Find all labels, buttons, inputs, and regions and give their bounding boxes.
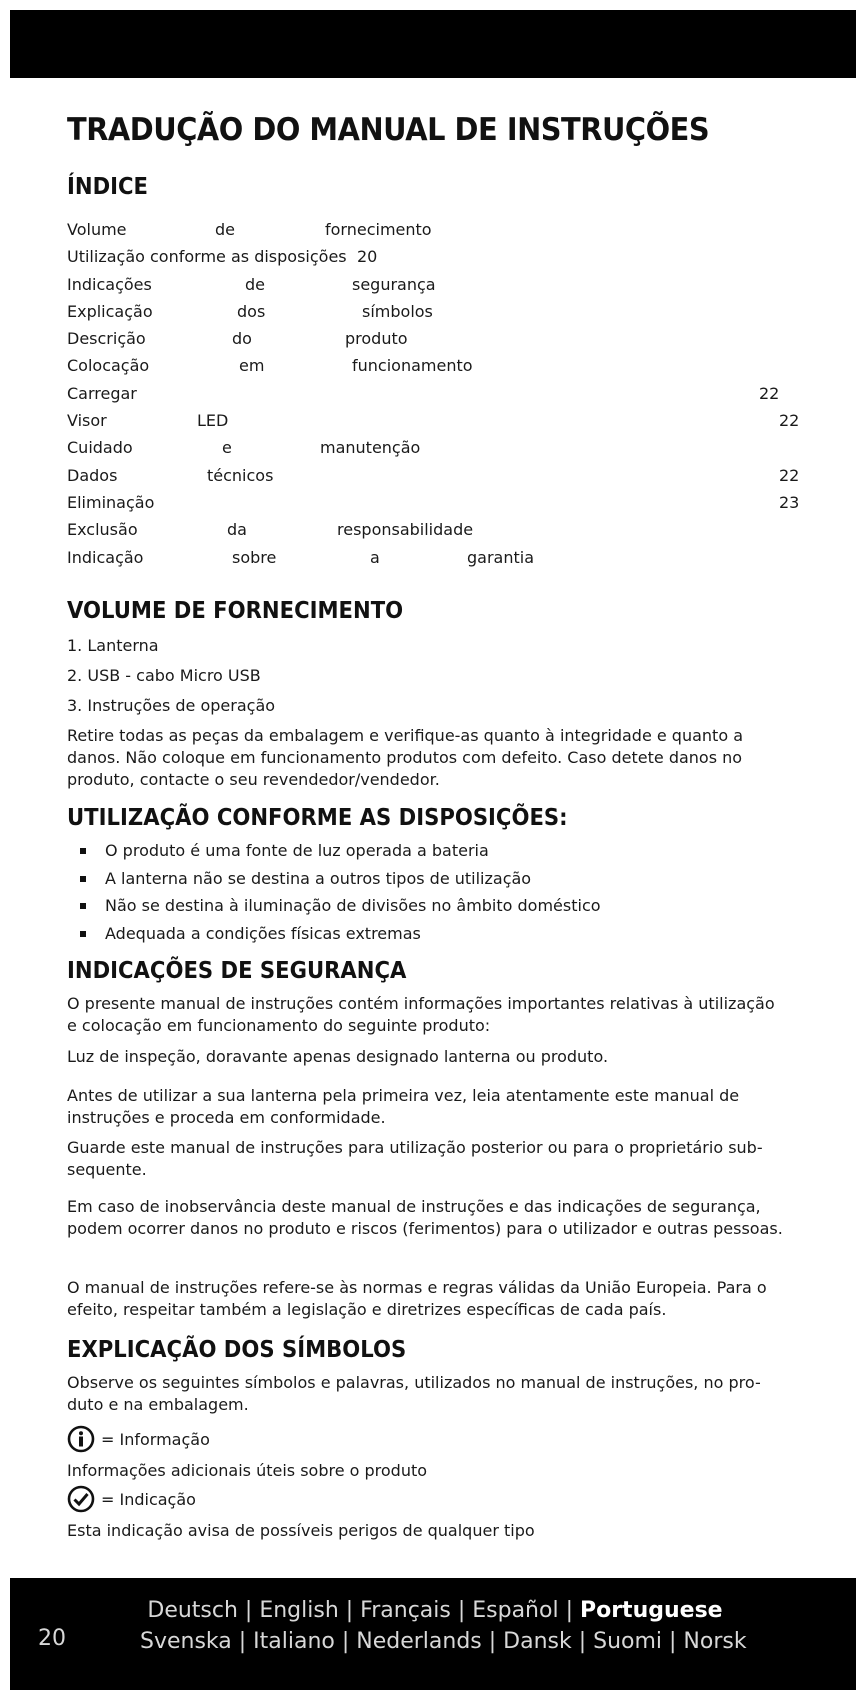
safety-heading: INDICAÇÕES DE SEGURANÇA xyxy=(67,958,407,984)
toc-row[interactable] xyxy=(67,544,802,571)
toc-entry-text: a xyxy=(370,547,380,567)
index-heading: ÍNDICE xyxy=(67,174,149,200)
toc-row[interactable] xyxy=(67,216,802,243)
toc-row[interactable] xyxy=(67,380,802,407)
toc-entry-text: Utilização conforme as disposições xyxy=(67,247,347,267)
toc-entry-text: Exclusão xyxy=(67,520,138,540)
list-item: A lanterna não se destina a outros tipos de utilização xyxy=(67,865,787,893)
symbols-intro: Observe os seguintes símbolos e palavras, utilizados no manual de instruções, no pro-duto e na embalagem. xyxy=(67,1373,761,1414)
toc-row[interactable] xyxy=(67,516,802,543)
list-item: 1. Lanterna xyxy=(67,636,159,655)
footer-bar xyxy=(10,1578,856,1690)
warning-symbol-row xyxy=(67,1485,196,1513)
toc-row[interactable] xyxy=(67,489,802,516)
safety-paragraph: Antes de utilizar a sua lanterna pela primeira vez, leia atentamente este manual de instruções e proceda em conformidade. xyxy=(67,1086,740,1127)
toc-entry-text: técnicos xyxy=(207,465,274,485)
toc-row[interactable] xyxy=(67,271,802,298)
toc-entry-text: em xyxy=(239,356,265,376)
info-symbol-row xyxy=(67,1425,210,1453)
top-black-bar xyxy=(10,10,856,78)
toc-page-number: 22 xyxy=(779,465,800,485)
toc-row[interactable] xyxy=(67,434,802,461)
toc-row[interactable] xyxy=(67,462,802,489)
toc-entry-text: Carregar xyxy=(67,383,137,403)
toc-entry-text: Volume xyxy=(67,220,127,239)
safety-paragraph: Em caso de inobservância deste manual de instruções e das indicações de segurança, podem ocorrer danos no produto e riscos (ferimentos) para o utilizador e outras pessoas. xyxy=(67,1197,783,1238)
toc-entry-text: Indicação xyxy=(67,547,144,567)
info-label: = Informação xyxy=(101,1429,210,1449)
language-line-1 xyxy=(140,1598,730,1623)
toc-entry-text: de xyxy=(245,274,265,294)
safety-paragraph: Guarde este manual de instruções para utilização posterior ou para o proprietário sub-sequente. xyxy=(67,1138,763,1179)
toc-entry-text: Descrição xyxy=(67,329,146,349)
toc-entry-text: e xyxy=(222,438,232,458)
toc-entry-text: Explicação xyxy=(67,301,153,321)
toc-entry-text: LED xyxy=(197,411,229,431)
warning-description: Esta indicação avisa de possíveis perigos de qualquer tipo xyxy=(67,1521,535,1540)
supply-heading: VOLUME DE FORNECIMENTO xyxy=(67,598,404,624)
toc-entry-text: Cuidado xyxy=(67,438,133,458)
safety-paragraph: O presente manual de instruções contém informações importantes relativas à utilização e colocação em funcionamento do seguinte produto: xyxy=(67,994,775,1035)
info-icon xyxy=(67,1425,95,1453)
toc-row[interactable] xyxy=(67,243,802,270)
toc-row[interactable] xyxy=(67,298,802,325)
safety-heading-block xyxy=(67,958,436,984)
supply-text: Retire todas as peças da embalagem e verifique-as quanto à integridade e quanto a danos. Não coloque em funcionamento produtos com defeito. Caso detete danos no produto, contacte o seu revendedor/vendedor. xyxy=(67,726,743,789)
symbols-heading-block xyxy=(67,1337,436,1363)
toc-page-number: 22 xyxy=(759,383,780,403)
toc-entry-text: fornecimento xyxy=(325,220,432,239)
toc-entry-text: da xyxy=(227,520,247,540)
toc-entry-text: sobre xyxy=(232,547,277,567)
usage-list xyxy=(67,837,787,947)
usage-heading-block xyxy=(67,805,611,831)
safety-paragraph: O manual de instruções refere-se às normas e regras válidas da União Europeia. Para o efeito, respeitar também a legislação e diretrizes específicas de cada país. xyxy=(67,1278,767,1319)
toc-page-number: 23 xyxy=(779,492,800,512)
info-description: Informações adicionais úteis sobre o produto xyxy=(67,1461,428,1480)
toc-entry-text: do xyxy=(232,329,252,349)
toc-entry-text: Eliminação xyxy=(67,492,155,512)
toc-entry-text: 20 xyxy=(357,247,378,267)
toc-entry-text: Dados xyxy=(67,465,118,485)
list-item: O produto é uma fonte de luz operada a bateria xyxy=(67,837,787,865)
toc-entry-text: dos xyxy=(237,301,266,321)
toc-row[interactable] xyxy=(67,325,802,352)
toc-entry-text: Indicações xyxy=(67,274,152,294)
toc-entry-text: de xyxy=(215,220,235,239)
toc-entry-text: produto xyxy=(345,329,408,349)
symbols-heading: EXPLICAÇÃO DOS SÍMBOLOS xyxy=(67,1337,407,1363)
list-item: Adequada a condições físicas extremas xyxy=(67,920,787,948)
page-number: 20 xyxy=(38,1626,66,1651)
page-title: TRADUÇÃO DO MANUAL DE INSTRUÇÕES xyxy=(67,112,710,148)
language-line-2: Svenska | Italiano | Nederlands | Dansk | Suomi | Norsk xyxy=(140,1629,747,1654)
language-list-1: Deutsch | English | Français | Español | xyxy=(147,1598,580,1623)
index-heading-block xyxy=(67,174,155,200)
table-of-contents xyxy=(67,216,802,571)
list-item: Não se destina à iluminação de divisões no âmbito doméstico xyxy=(67,892,787,920)
toc-entry-text: símbolos xyxy=(362,301,433,321)
usage-heading: UTILIZAÇÃO CONFORME AS DISPOSIÇÕES: xyxy=(67,805,568,831)
toc-entry-text: Visor xyxy=(67,411,107,431)
toc-entry-text: garantia xyxy=(467,547,535,567)
list-item: 3. Instruções de operação xyxy=(67,696,276,715)
supply-heading-block xyxy=(67,598,432,624)
toc-entry-text: responsabilidade xyxy=(337,520,474,540)
toc-entry-text: funcionamento xyxy=(352,356,473,376)
toc-page-number: 22 xyxy=(779,411,800,431)
safety-paragraph: Luz de inspeção, doravante apenas designado lanterna ou produto. xyxy=(67,1047,609,1066)
toc-entry-text: Colocação xyxy=(67,356,150,376)
toc-entry-text: manutenção xyxy=(320,438,421,458)
title-block xyxy=(67,112,758,148)
toc-row[interactable] xyxy=(67,407,802,434)
active-language: Portuguese xyxy=(579,1598,723,1623)
list-item: 2. USB - cabo Micro USB xyxy=(67,666,261,685)
toc-row[interactable] xyxy=(67,352,802,379)
check-circle-icon xyxy=(67,1485,95,1513)
supply-list xyxy=(67,631,787,721)
toc-entry-text: segurança xyxy=(352,274,436,294)
warning-label: = Indicação xyxy=(101,1489,196,1509)
